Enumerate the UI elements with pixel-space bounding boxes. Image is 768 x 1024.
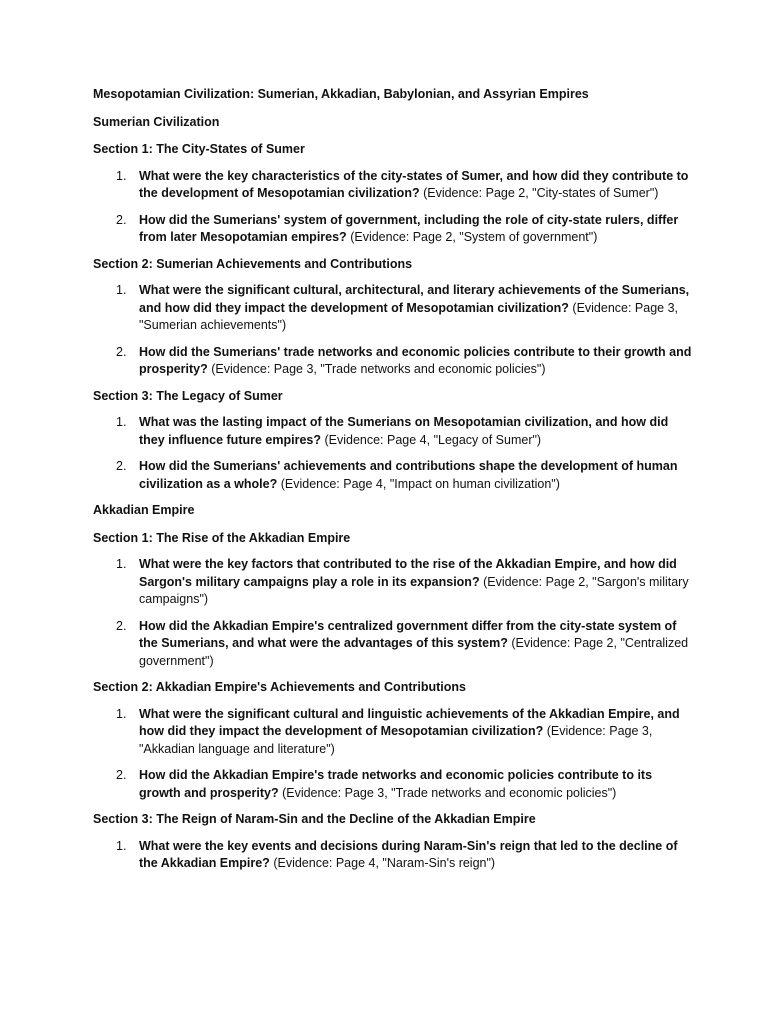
question-number: 2. xyxy=(116,768,127,782)
question-text: What were the key events and decisions during Naram-Sin's reign that led to the decline of the Akkadian Empire? xyxy=(139,838,678,870)
document-title: Mesopotamian Civilization: Sumerian, Akkadian, Babylonian, and Assyrian Empires xyxy=(93,87,589,101)
question-text: What were the key factors that contributed to the rise of the Akkadian Empire, and how did Sargon's military campaigns play a role in its expansion? xyxy=(139,557,677,589)
question-number: 2. xyxy=(116,344,127,359)
question-text: How did the Sumerians' system of government, including the role of city-state rulers, differ from later Mesopotamian empires? xyxy=(139,212,679,244)
evidence-reference: (Evidence: Page 4, "Impact on human civilization") xyxy=(280,476,560,491)
question-number: 1. xyxy=(116,838,127,853)
question-number: 1. xyxy=(116,557,127,571)
question-number: 2. xyxy=(116,212,127,227)
question-list xyxy=(93,556,693,670)
document-page xyxy=(93,86,693,882)
section-heading: Section 2: Sumerian Achievements and Contributions xyxy=(93,256,413,271)
question-number: 1. xyxy=(116,415,127,429)
question-number: 2. xyxy=(116,618,127,633)
evidence-reference: (Evidence: Page 4, "Legacy of Sumer") xyxy=(324,432,542,447)
section-heading: Section 3: The Legacy of Sumer xyxy=(93,388,283,403)
question-text: What were the key characteristics of the city-states of Sumer, and how did they contribute to the development of Mesopotamian civilization? xyxy=(139,168,689,200)
question-list xyxy=(93,706,693,803)
section-heading: Section 1: The Rise of the Akkadian Empire xyxy=(93,530,351,545)
question-text: How did the Akkadian Empire's centralized government differ from the city-state system of the Sumerians, and what were the advantages of this system? xyxy=(139,618,677,650)
question-number: 1. xyxy=(116,283,127,297)
empire-heading-akkadian: Akkadian Empire xyxy=(93,503,195,517)
question-item xyxy=(93,168,693,203)
question-item xyxy=(93,556,693,609)
question-item xyxy=(93,618,693,671)
section-heading: Section 3: The Reign of Naram-Sin and the Decline of the Akkadian Empire xyxy=(93,812,536,826)
question-item xyxy=(93,282,693,335)
question-list xyxy=(93,838,693,873)
evidence-reference: (Evidence: Page 4, "Naram-Sin's reign") xyxy=(273,856,496,870)
section-heading: Section 2: Akkadian Empire's Achievements and Contributions xyxy=(93,680,466,694)
question-number: 2. xyxy=(116,459,127,473)
question-item xyxy=(93,414,693,449)
question-text: How did the Akkadian Empire's trade networks and economic policies contribute to its growth and prosperity? xyxy=(139,768,653,800)
question-text: What were the significant cultural, architectural, and literary achievements of the Sumerians, and how did they impact the development of Mesopotamian civilization? xyxy=(139,283,690,315)
evidence-reference: (Evidence: Page 3, "Akkadian language and literature") xyxy=(139,724,653,756)
question-item xyxy=(93,212,693,247)
question-list xyxy=(93,168,693,247)
evidence-reference: (Evidence: Page 2, "Centralized government") xyxy=(139,636,689,668)
evidence-reference: (Evidence: Page 2, "City-states of Sumer") xyxy=(423,186,659,200)
question-list xyxy=(93,414,693,493)
question-number: 1. xyxy=(116,168,127,183)
question-item xyxy=(93,838,693,873)
section-heading: Section 1: The City-States of Sumer xyxy=(93,142,305,156)
question-item xyxy=(93,767,693,802)
evidence-reference: (Evidence: Page 3, "Sumerian achievements") xyxy=(139,300,679,332)
question-item xyxy=(93,706,693,759)
evidence-reference: (Evidence: Page 2, "Sargon's military campaigns") xyxy=(139,574,689,606)
question-text: What was the lasting impact of the Sumerians on Mesopotamian civilization, and how did they influence future empires? xyxy=(139,415,669,447)
evidence-reference: (Evidence: Page 3, "Trade networks and economic policies") xyxy=(211,362,546,376)
question-text: How did the Sumerians' trade networks and economic policies contribute to their growth and prosperity? xyxy=(139,344,692,376)
question-text: What were the significant cultural and linguistic achievements of the Akkadian Empire, and how did they impact the development of Mesopotamian civilization? xyxy=(139,706,680,738)
question-number: 1. xyxy=(116,706,127,721)
evidence-reference: (Evidence: Page 2, "System of government") xyxy=(350,230,598,244)
evidence-reference: (Evidence: Page 3, "Trade networks and economic policies") xyxy=(282,785,617,800)
question-item xyxy=(93,458,693,493)
question-item xyxy=(93,344,693,379)
question-list xyxy=(93,282,693,379)
question-text: How did the Sumerians' achievements and contributions shape the development of human civilization as a whole? xyxy=(139,459,678,491)
empire-heading-sumerian: Sumerian Civilization xyxy=(93,114,220,129)
